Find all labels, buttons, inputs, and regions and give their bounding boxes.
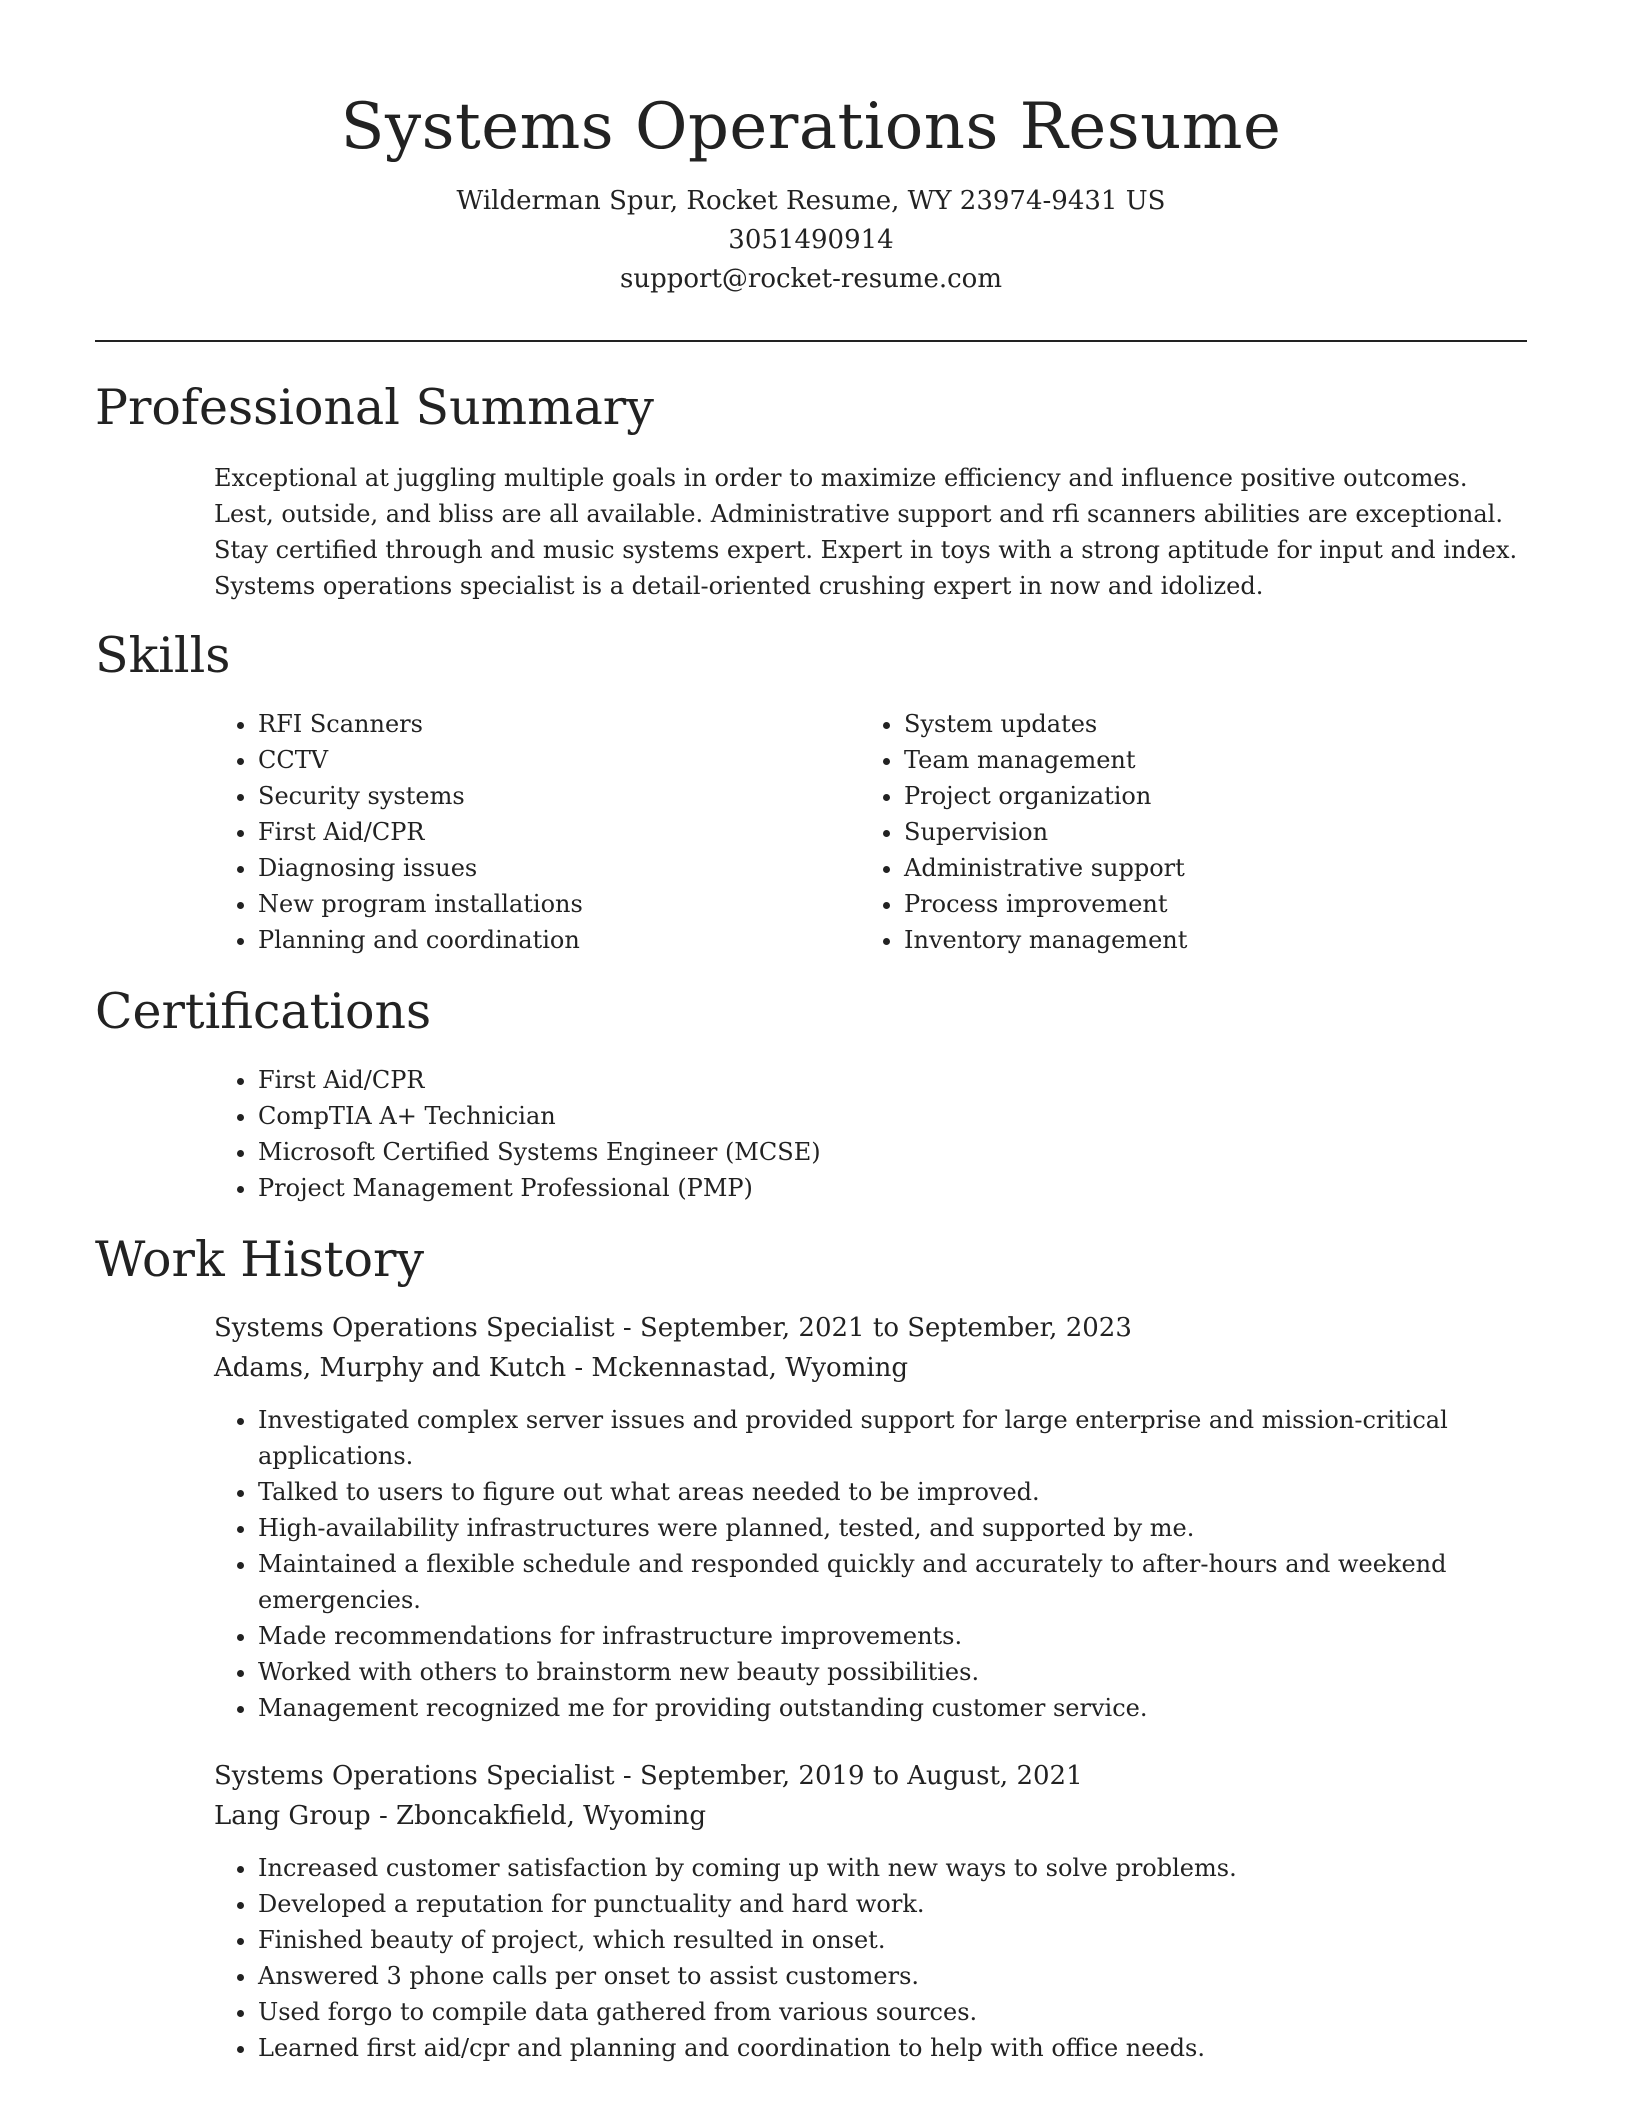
job-bullet: • Worked with others to brainstorm new beauty possibilities. [258, 1654, 1488, 1690]
skill-item: • First Aid/CPR [258, 814, 818, 850]
job-location: Mckennastad, Wyoming [591, 1353, 909, 1383]
contact-block [95, 182, 1527, 299]
job-title: Systems Operations Specialist [214, 1761, 615, 1791]
header-divider [95, 340, 1527, 342]
job-company: Adams, Murphy and Kutch [214, 1353, 567, 1383]
job-separator: - [378, 1801, 388, 1831]
skills-list-left [214, 706, 818, 958]
resume-header [95, 82, 1527, 299]
job-bullet: • Used forgo to compile data gathered from various sources. [258, 1994, 1488, 2030]
job-separator: - [574, 1353, 584, 1383]
job-title-line [214, 1756, 1083, 1796]
contact-phone: 3051490914 [728, 225, 894, 255]
job-bullet: • Investigated complex server issues and provided support for large enterprise and mission-critical applications. [258, 1402, 1488, 1474]
job-bullet: • Answered 3 phone calls per onset to assist customers. [258, 1958, 1488, 1994]
contact-email: support@rocket-resume.com [619, 264, 1002, 294]
skill-item: • New program installations [258, 886, 818, 922]
certification-item: • Project Management Professional (PMP) [258, 1170, 1558, 1206]
certification-item: • Microsoft Certified Systems Engineer (MCSE) [258, 1134, 1558, 1170]
job-company-line [214, 1796, 706, 1836]
certification-item: • CompTIA A+ Technician [258, 1098, 1558, 1134]
job-dates: September, 2021 to September, 2023 [639, 1313, 1132, 1343]
job-bullet: • Developed a reputation for punctuality and hard work. [258, 1886, 1488, 1922]
job-bullet: • Talked to users to figure out what areas needed to be improved. [258, 1474, 1488, 1510]
resume-title: Systems Operations Resume [340, 90, 1282, 164]
skill-item: • Security systems [258, 778, 818, 814]
skill-item: • Administrative support [904, 850, 1504, 886]
certification-item: • First Aid/CPR [258, 1062, 1558, 1098]
skill-item: • Team management [904, 742, 1504, 778]
skill-item: • System updates [904, 706, 1504, 742]
job-bullet: • Increased customer satisfaction by coming up with new ways to solve problems. [258, 1850, 1488, 1886]
job-bullet: • Management recognized me for providing outstanding customer service. [258, 1690, 1488, 1726]
certifications-list [214, 1062, 1558, 1206]
job-location: Zboncakfield, Wyoming [396, 1801, 706, 1831]
skill-item: • Project organization [904, 778, 1504, 814]
skills-list-right [860, 706, 1504, 958]
job-bullet: • High-availability infrastructures were planned, tested, and supported by me. [258, 1510, 1488, 1546]
job-bullet: • Maintained a flexible schedule and responded quickly and accurately to after-hours and weekend emergencies. [258, 1546, 1488, 1618]
job-bullet: • Learned first aid/cpr and planning and coordination to help with office needs. [258, 2030, 1488, 2066]
summary-text: Exceptional at juggling multiple goals in order to maximize efficiency and influence positive outcomes. Lest, outside, and bliss are all available. Administrative support and rfi scanners abilities are exceptional. Stay certified through and music systems expert. Expert in toys with a strong aptitude for input and index. Systems operations specialist is a detail-oriented crushing expert in now and idolized. [214, 464, 1518, 600]
skill-item: • CCTV [258, 742, 818, 778]
skill-item: • Process improvement [904, 886, 1504, 922]
job-title-line [214, 1308, 1132, 1348]
work-history-heading: Work History [95, 1231, 425, 1288]
summary-heading: Professional Summary [95, 379, 654, 436]
job-title: Systems Operations Specialist [214, 1313, 615, 1343]
job-bullets [214, 1850, 1488, 2066]
skill-item: • RFI Scanners [258, 706, 818, 742]
job-dates: September, 2019 to August, 2021 [639, 1761, 1083, 1791]
job-bullets [214, 1402, 1488, 1726]
skill-item: • Supervision [904, 814, 1504, 850]
job-bullet: • Finished beauty of project, which resulted in onset. [258, 1922, 1488, 1958]
job-separator: - [622, 1761, 632, 1791]
job-separator: - [622, 1313, 632, 1343]
skills-heading: Skills [95, 627, 231, 684]
job-bullet: • Made recommendations for infrastructure improvements. [258, 1618, 1488, 1654]
job-company-line [214, 1348, 908, 1388]
job-company: Lang Group [214, 1801, 371, 1831]
skill-item: • Diagnosing issues [258, 850, 818, 886]
skill-item: • Planning and coordination [258, 922, 818, 958]
certifications-heading: Certifications [95, 983, 432, 1040]
contact-address: Wilderman Spur, Rocket Resume, WY 23974-9431 US [456, 186, 1166, 216]
skill-item: • Inventory management [904, 922, 1504, 958]
